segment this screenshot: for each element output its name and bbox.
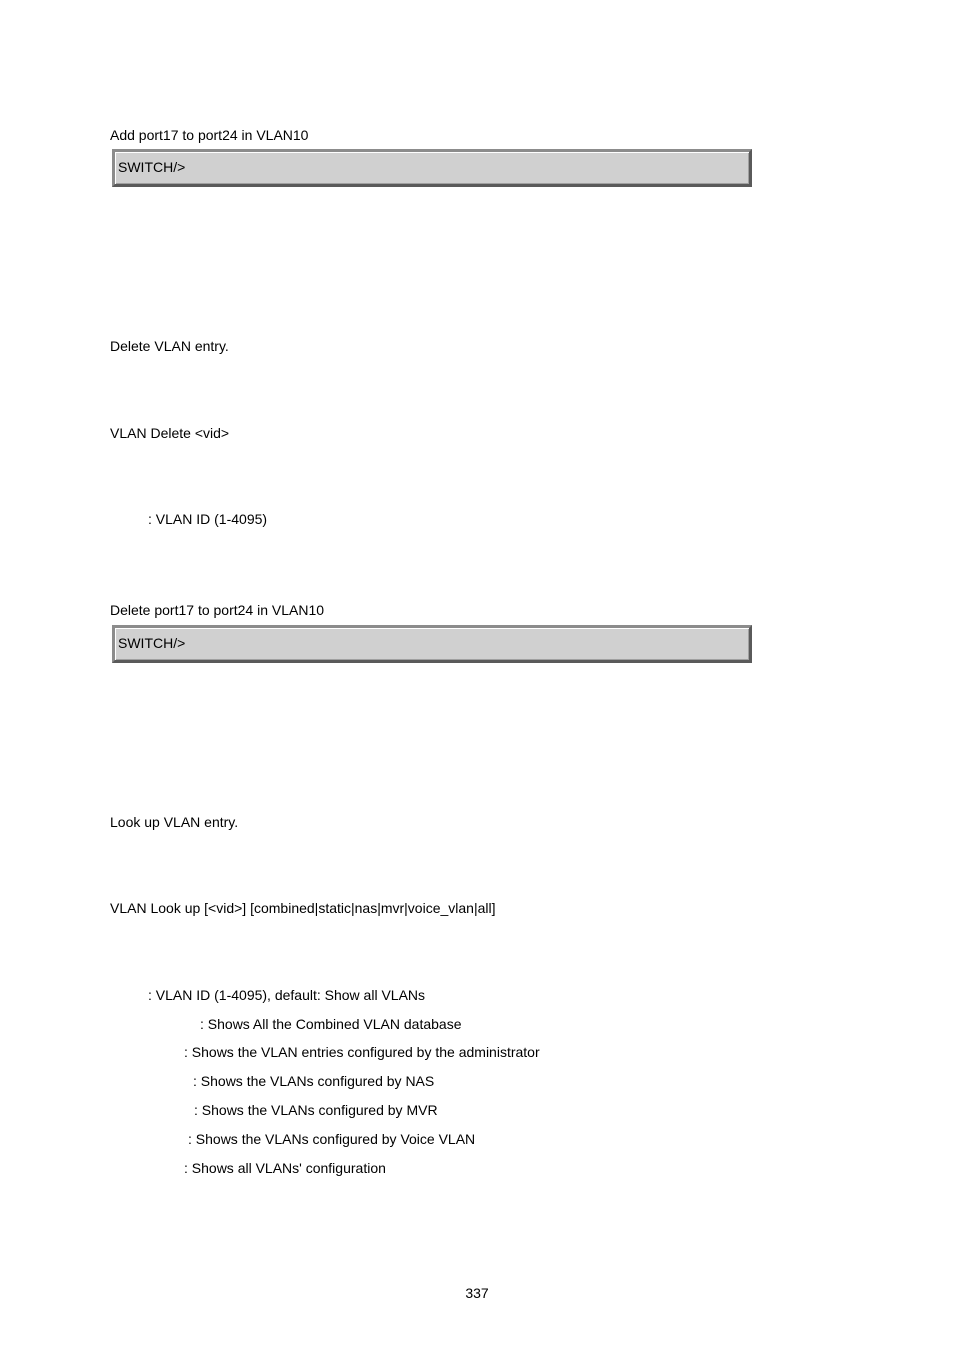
description-lookup-vlan: Look up VLAN entry. bbox=[110, 814, 239, 830]
example-caption-add-ports: Add port17 to port24 in VLAN10 bbox=[110, 127, 309, 143]
syntax-lookup-vlan: VLAN Look up [<vid>] [combined|static|nas|mvr|voice_vlan|all] bbox=[110, 900, 496, 916]
param-vid-delete: : VLAN ID (1-4095) bbox=[148, 511, 268, 527]
command-example-box bbox=[112, 625, 752, 663]
command-example-box bbox=[112, 149, 752, 187]
description-delete-vlan: Delete VLAN entry. bbox=[110, 338, 229, 354]
syntax-delete-vlan: VLAN Delete <vid> bbox=[110, 425, 230, 441]
param-voice-vlan: : Shows the VLANs configured by Voice VLAN bbox=[188, 1131, 476, 1147]
page-number: 337 bbox=[465, 1285, 489, 1301]
param-static: : Shows the VLAN entries configured by the administrator bbox=[184, 1044, 540, 1060]
param-nas: : Shows the VLANs configured by NAS bbox=[193, 1073, 435, 1089]
example-caption-delete-ports: Delete port17 to port24 in VLAN10 bbox=[110, 602, 325, 618]
param-vid-lookup: : VLAN ID (1-4095), default: Show all VLANs bbox=[148, 987, 426, 1003]
command-prompt-text: SWITCH/> bbox=[118, 635, 186, 651]
command-prompt-text: SWITCH/> bbox=[118, 159, 186, 175]
param-mvr: : Shows the VLANs configured by MVR bbox=[194, 1102, 438, 1118]
param-combined: : Shows All the Combined VLAN database bbox=[200, 1016, 462, 1032]
param-all: : Shows all VLANs' configuration bbox=[184, 1160, 386, 1176]
